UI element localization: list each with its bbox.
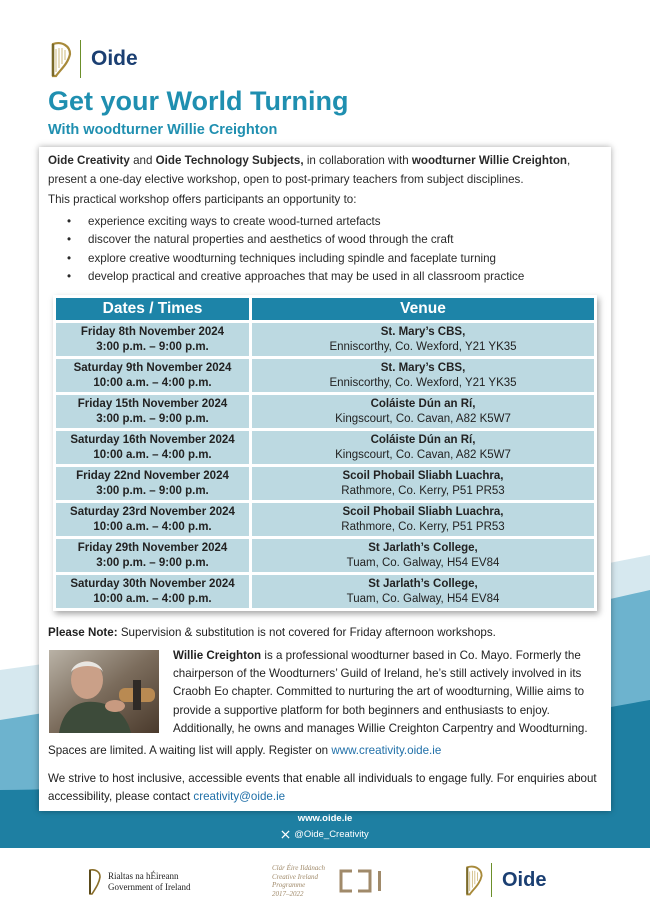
table-row: [56, 539, 594, 572]
org-technology: Oide Technology Subjects,: [155, 154, 304, 167]
oide-footer-logo: [463, 863, 546, 897]
header-venue: Venue: [252, 298, 594, 320]
bio-text: is a professional woodturner based in Co. Mayo. Formerly the chairperson of the Woodturners’ Guild of Ireland, he’s still actively involved in its Craobh Eo chapter. Committed to nurturing the art of woodturning, Willie aims to provide a supportive platform for both beginners and enthusiasts to enjoy. Additionally, he owns and manages Willie Creighton Carpentry and Woodturning.: [173, 649, 588, 735]
venue-cell: [252, 539, 594, 572]
footer-website-link[interactable]: www.oide.ie: [297, 813, 353, 824]
date-cell: [56, 539, 249, 572]
venue-address: Kingscourt, Co. Cavan, A82 K5W7: [335, 448, 511, 461]
venue-name: Scoil Phobail Sliabh Luachra,: [342, 469, 504, 482]
intro-paragraph: [48, 152, 604, 189]
venue-cell: [252, 575, 594, 608]
time-text: 10:00 a.m. – 4:00 p.m.: [93, 448, 212, 461]
register-link[interactable]: www.creativity.oide.ie: [331, 744, 442, 757]
table-row: [56, 431, 594, 464]
intro-artist: woodturner Willie Creighton: [411, 154, 567, 167]
accessibility-text: We strive to host inclusive, accessible events that enable all individuals to engage fully. For enquiries about accessibility, please contact: [48, 772, 597, 804]
time-text: 10:00 a.m. – 4:00 p.m.: [93, 520, 212, 533]
bio-name: Willie Creighton: [173, 649, 262, 662]
logo-divider: [80, 40, 81, 78]
creative-ireland-mark-icon: [338, 868, 388, 894]
gov-english-name: Government of Ireland: [108, 882, 191, 892]
bullet-icon: •: [67, 270, 72, 284]
register-text: Spaces are limited. A waiting list will apply. Register on: [48, 744, 332, 757]
page-title: Get your World Turning: [48, 86, 349, 116]
venue-cell: [252, 395, 594, 428]
time-text: 10:00 a.m. – 4:00 p.m.: [93, 376, 212, 389]
list-item: [48, 231, 604, 250]
date-cell: [56, 503, 249, 536]
government-of-ireland-logo: [88, 868, 190, 896]
venue-address: Enniscorthy, Co. Wexford, Y21 YK35: [329, 340, 517, 353]
table-row: [56, 359, 594, 392]
harp-icon: [88, 868, 102, 896]
bullet-icon: •: [67, 233, 72, 247]
venue-address: Rathmore, Co. Kerry, P51 PR53: [341, 520, 505, 533]
objectives-list: [48, 213, 604, 287]
cei-text-4: 2017–2022: [272, 889, 304, 898]
email-link[interactable]: creativity@oide.ie: [193, 790, 286, 804]
table-row: [56, 323, 594, 356]
table-header-row: [56, 298, 594, 320]
venue-cell: [252, 503, 594, 536]
list-item-text: develop practical and creative approaches that may be used in all classroom practice: [88, 270, 525, 284]
list-item-text: discover the natural properties and aesthetics of wood through the craft: [88, 233, 454, 247]
venue-name: St. Mary’s CBS,: [380, 361, 466, 374]
intro-and: and: [129, 154, 156, 167]
date-cell: [56, 395, 249, 428]
venue-name: Coláiste Dún an Rí,: [370, 433, 476, 446]
header-dates: Dates / Times: [56, 298, 249, 320]
register-line: [48, 744, 441, 757]
schedule-table: [53, 295, 597, 611]
date-text: Friday 29th November 2024: [77, 541, 228, 554]
logo-text: Oide: [502, 868, 547, 891]
list-item: [48, 268, 604, 287]
footer-social[interactable]: [0, 829, 650, 840]
harp-icon: [48, 40, 74, 78]
time-text: 3:00 p.m. – 9:00 p.m.: [96, 484, 209, 497]
table-row: [56, 395, 594, 428]
venue-cell: [252, 467, 594, 500]
list-item-text: explore creative woodturning techniques including spindle and faceplate turning: [88, 251, 496, 265]
time-text: 3:00 p.m. – 9:00 p.m.: [96, 412, 209, 425]
venue-name: Coláiste Dún an Rí,: [370, 397, 476, 410]
date-cell: [56, 323, 249, 356]
venue-address: Enniscorthy, Co. Wexford, Y21 YK35: [329, 376, 517, 389]
x-logo-icon: [281, 830, 290, 839]
logo-text: Oide: [91, 47, 138, 70]
venue-cell: [252, 323, 594, 356]
intro-collab: in collaboration with: [303, 154, 412, 167]
note-text: Supervision & substitution is not covered for Friday afternoon workshops.: [117, 626, 496, 639]
time-text: 3:00 p.m. – 9:00 p.m.: [96, 340, 209, 353]
date-cell: [56, 431, 249, 464]
logo-divider: [491, 863, 492, 897]
please-note: [48, 626, 604, 639]
org-creativity: Oide Creativity: [48, 154, 130, 167]
table-row: [56, 467, 594, 500]
venue-name: Scoil Phobail Sliabh Luachra,: [342, 505, 504, 518]
venue-name: St Jarlath’s College,: [368, 541, 478, 554]
date-text: Friday 8th November 2024: [80, 325, 225, 338]
date-cell: [56, 575, 249, 608]
bio-paragraph: [173, 647, 603, 738]
date-text: Friday 22nd November 2024: [76, 469, 229, 482]
cei-text-1: Clár Éire Ildánach: [272, 864, 326, 872]
woodturner-photo: [49, 650, 159, 733]
venue-cell: [252, 359, 594, 392]
page-subtitle: With woodturner Willie Creighton: [48, 122, 278, 138]
date-text: Saturday 30th November 2024: [70, 577, 235, 590]
bullet-icon: •: [67, 214, 72, 228]
date-text: Saturday 16th November 2024: [70, 433, 235, 446]
list-item: [48, 250, 604, 269]
date-text: Saturday 9th November 2024: [73, 361, 232, 374]
venue-name: St Jarlath’s College,: [368, 577, 478, 590]
venue-address: Rathmore, Co. Kerry, P51 PR53: [341, 484, 505, 497]
bullet-icon: •: [67, 251, 72, 265]
date-text: Friday 15th November 2024: [77, 397, 228, 410]
date-text: Saturday 23rd November 2024: [70, 505, 235, 518]
time-text: 3:00 p.m. – 9:00 p.m.: [96, 556, 209, 569]
intro-rest: , present a one-day elective workshop, open to post-primary teachers from subject disciplines.: [48, 154, 571, 186]
venue-address: Tuam, Co. Galway, H54 EV84: [346, 592, 500, 605]
venue-address: Kingscourt, Co. Cavan, A82 K5W7: [335, 412, 511, 425]
cei-text-3: Programme: [272, 881, 306, 889]
list-item: [48, 213, 604, 232]
accessibility-paragraph: [48, 770, 604, 807]
date-cell: [56, 467, 249, 500]
gov-irish-name: Rialtas na hÉireann: [108, 871, 179, 881]
list-item-text: experience exciting ways to create wood-turned artefacts: [88, 214, 381, 228]
venue-cell: [252, 431, 594, 464]
table-row: [56, 575, 594, 608]
venue-address: Tuam, Co. Galway, H54 EV84: [346, 556, 500, 569]
time-text: 10:00 a.m. – 4:00 p.m.: [93, 592, 212, 605]
table-row: [56, 503, 594, 536]
oide-logo: [48, 40, 138, 78]
cei-text-2: Creative Ireland: [272, 872, 318, 881]
creative-ireland-logo: [272, 864, 388, 898]
intro-section: [48, 152, 604, 287]
note-label: Please Note:: [48, 626, 118, 639]
offers-text: This practical workshop offers participants an opportunity to:: [48, 193, 357, 206]
venue-name: St. Mary’s CBS,: [380, 325, 466, 338]
social-handle: @Oide_Creativity: [294, 829, 369, 840]
date-cell: [56, 359, 249, 392]
harp-icon: [463, 863, 485, 897]
